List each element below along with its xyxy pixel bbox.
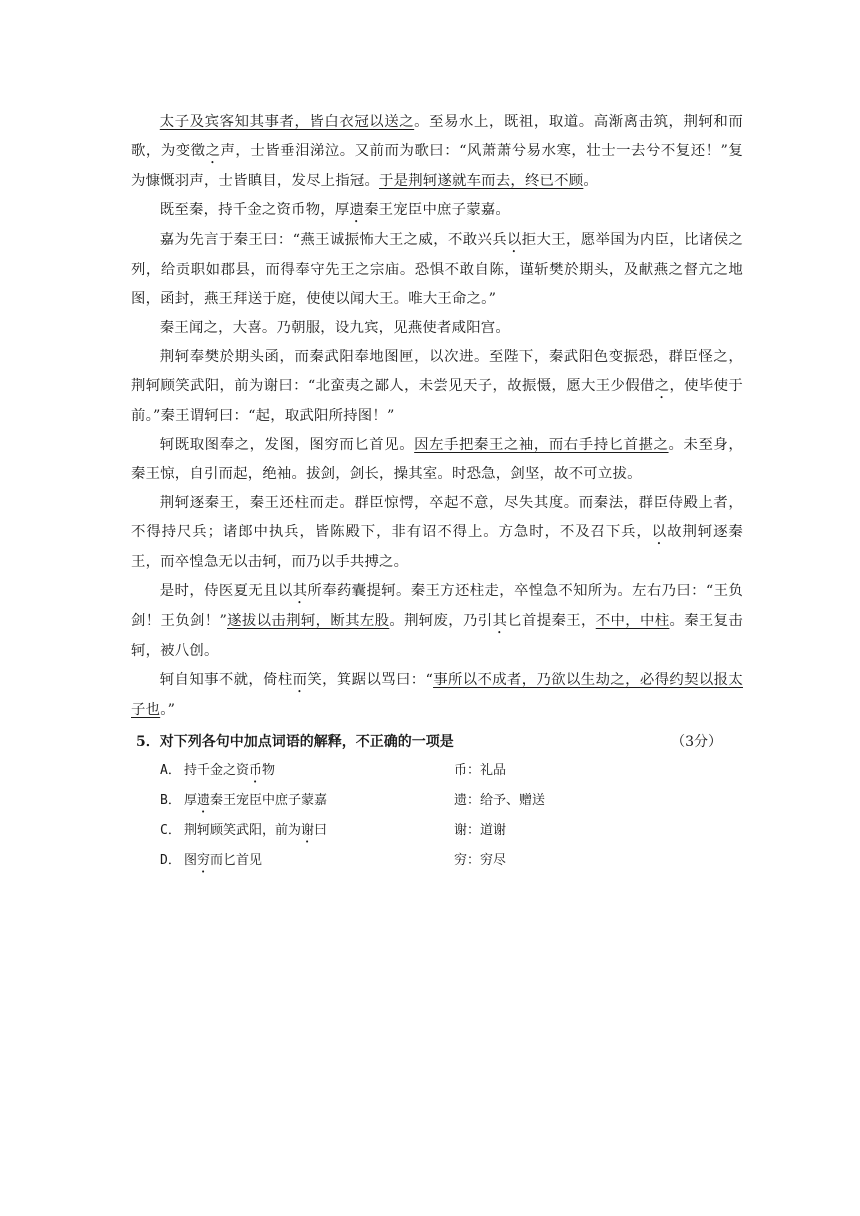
option-sentence: 图穷而匕首见 — [184, 853, 263, 868]
text-run: 。” — [160, 702, 176, 718]
passage-paragraph — [131, 431, 743, 489]
option-letter: B． — [160, 793, 181, 808]
classical-text-passage — [131, 108, 743, 725]
option-explanation: 遗：给予、赠送 — [454, 793, 546, 808]
passage-paragraph — [131, 196, 743, 226]
text-run: 轲既取图奉之，发图，图穷而匕首见。 — [159, 437, 415, 453]
underlined-sentence: 太子及宾客知其事者，皆白衣冠以送之 — [159, 114, 415, 130]
text-run: ，使毕使于前。”秦王谓轲曰：“起，取武阳所持图！” — [131, 378, 743, 424]
text-run: 嘉为先言于秦王曰：“燕王诚振怖大王之威，不敢兴兵 — [159, 232, 507, 248]
text-run: 是时，侍医夏无且以 — [159, 583, 293, 599]
text-run: 秦王宠臣中庶子蒙嘉。 — [364, 202, 510, 218]
question-score: （3分） — [671, 734, 722, 750]
dotted-word: 之 — [205, 143, 221, 159]
text-run: 匕首提秦王， — [507, 613, 596, 629]
dotted-word: 以 — [651, 524, 668, 540]
question-stem: 5．对下列各句中加点词语的解释，不正确的一项是 — [136, 734, 454, 750]
underlined-sentence: 遂拔以击荆轲，断其左股 — [227, 613, 390, 629]
text-run: 轲自知事不就，倚柱 — [159, 672, 293, 688]
dotted-word: 遗 — [197, 793, 211, 808]
text-run: 秦王闻之，大喜。乃朝服，设九宾，见燕使者咸阳宫。 — [159, 320, 510, 336]
passage-paragraph — [131, 666, 743, 725]
text-run: 拒大王，愿举国为内臣，比诸侯之列，给贡职如郡县，而得奉守先王之宗庙。恐惧不敢自陈，谨斩樊於期头，及献燕之督亢之地图，函封，燕王拜送于庭，使使以闻大王。唯大王命之。” — [131, 232, 743, 307]
option-letter: C． — [160, 823, 181, 838]
text-run: 。至易水上，既祖，取道。高渐离击筑，荆轲和而歌，为变徵 — [131, 114, 743, 159]
option-sentence: 荆轲顾笑武阳，前为谢曰 — [184, 823, 328, 838]
text-run: 。荆轲废，乃引 — [389, 613, 493, 629]
dotted-word: 其 — [492, 613, 508, 629]
passage-paragraph — [131, 108, 743, 196]
dotted-word: 以 — [507, 232, 522, 248]
text-run: 声，士皆垂泪涕泣。又前而为歌曰：“风萧萧兮易水寒，壮士一去兮不复还！”复为慷慨羽声，士皆瞋目，发尽上指冠。 — [131, 143, 743, 189]
dotted-word: 而 — [292, 672, 308, 688]
option-sentence: 厚遗秦王宠臣中庶子蒙嘉 — [184, 793, 328, 808]
option-explanation: 穷：穷尽 — [454, 853, 507, 868]
dotted-word: 遗 — [349, 202, 365, 218]
text-run: 所奉药囊提轲。秦王方还柱走，卒惶急不知所为。左右乃曰：“王负剑！王负剑！” — [131, 583, 743, 629]
underlined-sentence: 因左手把秦王之袖，而右手持匕首揕之 — [414, 437, 669, 453]
underlined-sentence: 不中，中柱 — [595, 613, 670, 629]
dotted-word: 其 — [292, 583, 308, 599]
underlined-sentence: 于是荆轲遂就车而去，终已不顾 — [379, 173, 584, 189]
text-run: 。秦王复击轲，被八创。 — [131, 613, 744, 659]
passage-paragraph — [131, 314, 743, 343]
text-run: 。未至身，秦王惊，自引而起，绝袖。拔剑，剑长，操其室。时恐急，剑坚，故不可立拔。 — [131, 437, 743, 482]
dotted-word: 币 — [249, 763, 263, 778]
option-d — [136, 846, 736, 876]
option-letter: D． — [160, 853, 181, 868]
dotted-word: 之 — [654, 378, 670, 394]
text-run: 荆轲奉樊於期头函，而秦武阳奉地图匣，以次进。至陛下，秦武阳色变振恐，群臣怪之，荆轲顾笑武阳，前为谢曰：“北蛮夷之鄙人，未尝见天子，故振慑，愿大王少假借 — [131, 349, 743, 394]
option-a — [136, 756, 736, 786]
dotted-word: 谢 — [301, 823, 315, 838]
option-sentence: 持千金之资币物 — [184, 763, 276, 778]
text-run: 故荆轲逐秦王，而卒惶急无以击轲，而乃以手共搏之。 — [131, 524, 743, 570]
passage-paragraph — [131, 226, 743, 314]
underlined-sentence: 事所以不成者，乃欲以生劫之，必得约契以报太子也 — [131, 672, 743, 718]
option-c — [136, 816, 736, 846]
option-letter: A． — [160, 763, 181, 778]
text-run: 既至秦，持千金之资币物，厚 — [159, 202, 350, 218]
text-run: 。 — [583, 173, 598, 189]
passage-paragraph — [131, 343, 743, 431]
option-explanation: 谢：道谢 — [454, 823, 507, 838]
question-stem-row — [136, 728, 736, 756]
dotted-word: 穷 — [197, 853, 211, 868]
text-run: 笑，箕踞以骂曰：“ — [307, 672, 434, 688]
option-explanation: 币：礼品 — [454, 763, 507, 778]
question-5 — [136, 728, 736, 876]
passage-paragraph — [131, 489, 743, 577]
option-b — [136, 786, 736, 816]
text-run: 荆轲逐秦王，秦王还柱而走。群臣惊愕，卒起不意，尽失其度。而秦法，群臣侍殿上者，不得持尺兵；诸郎中执兵，皆陈殿下，非有诏不得上。方急时，不及召下兵， — [131, 495, 743, 540]
passage-paragraph — [131, 577, 743, 666]
